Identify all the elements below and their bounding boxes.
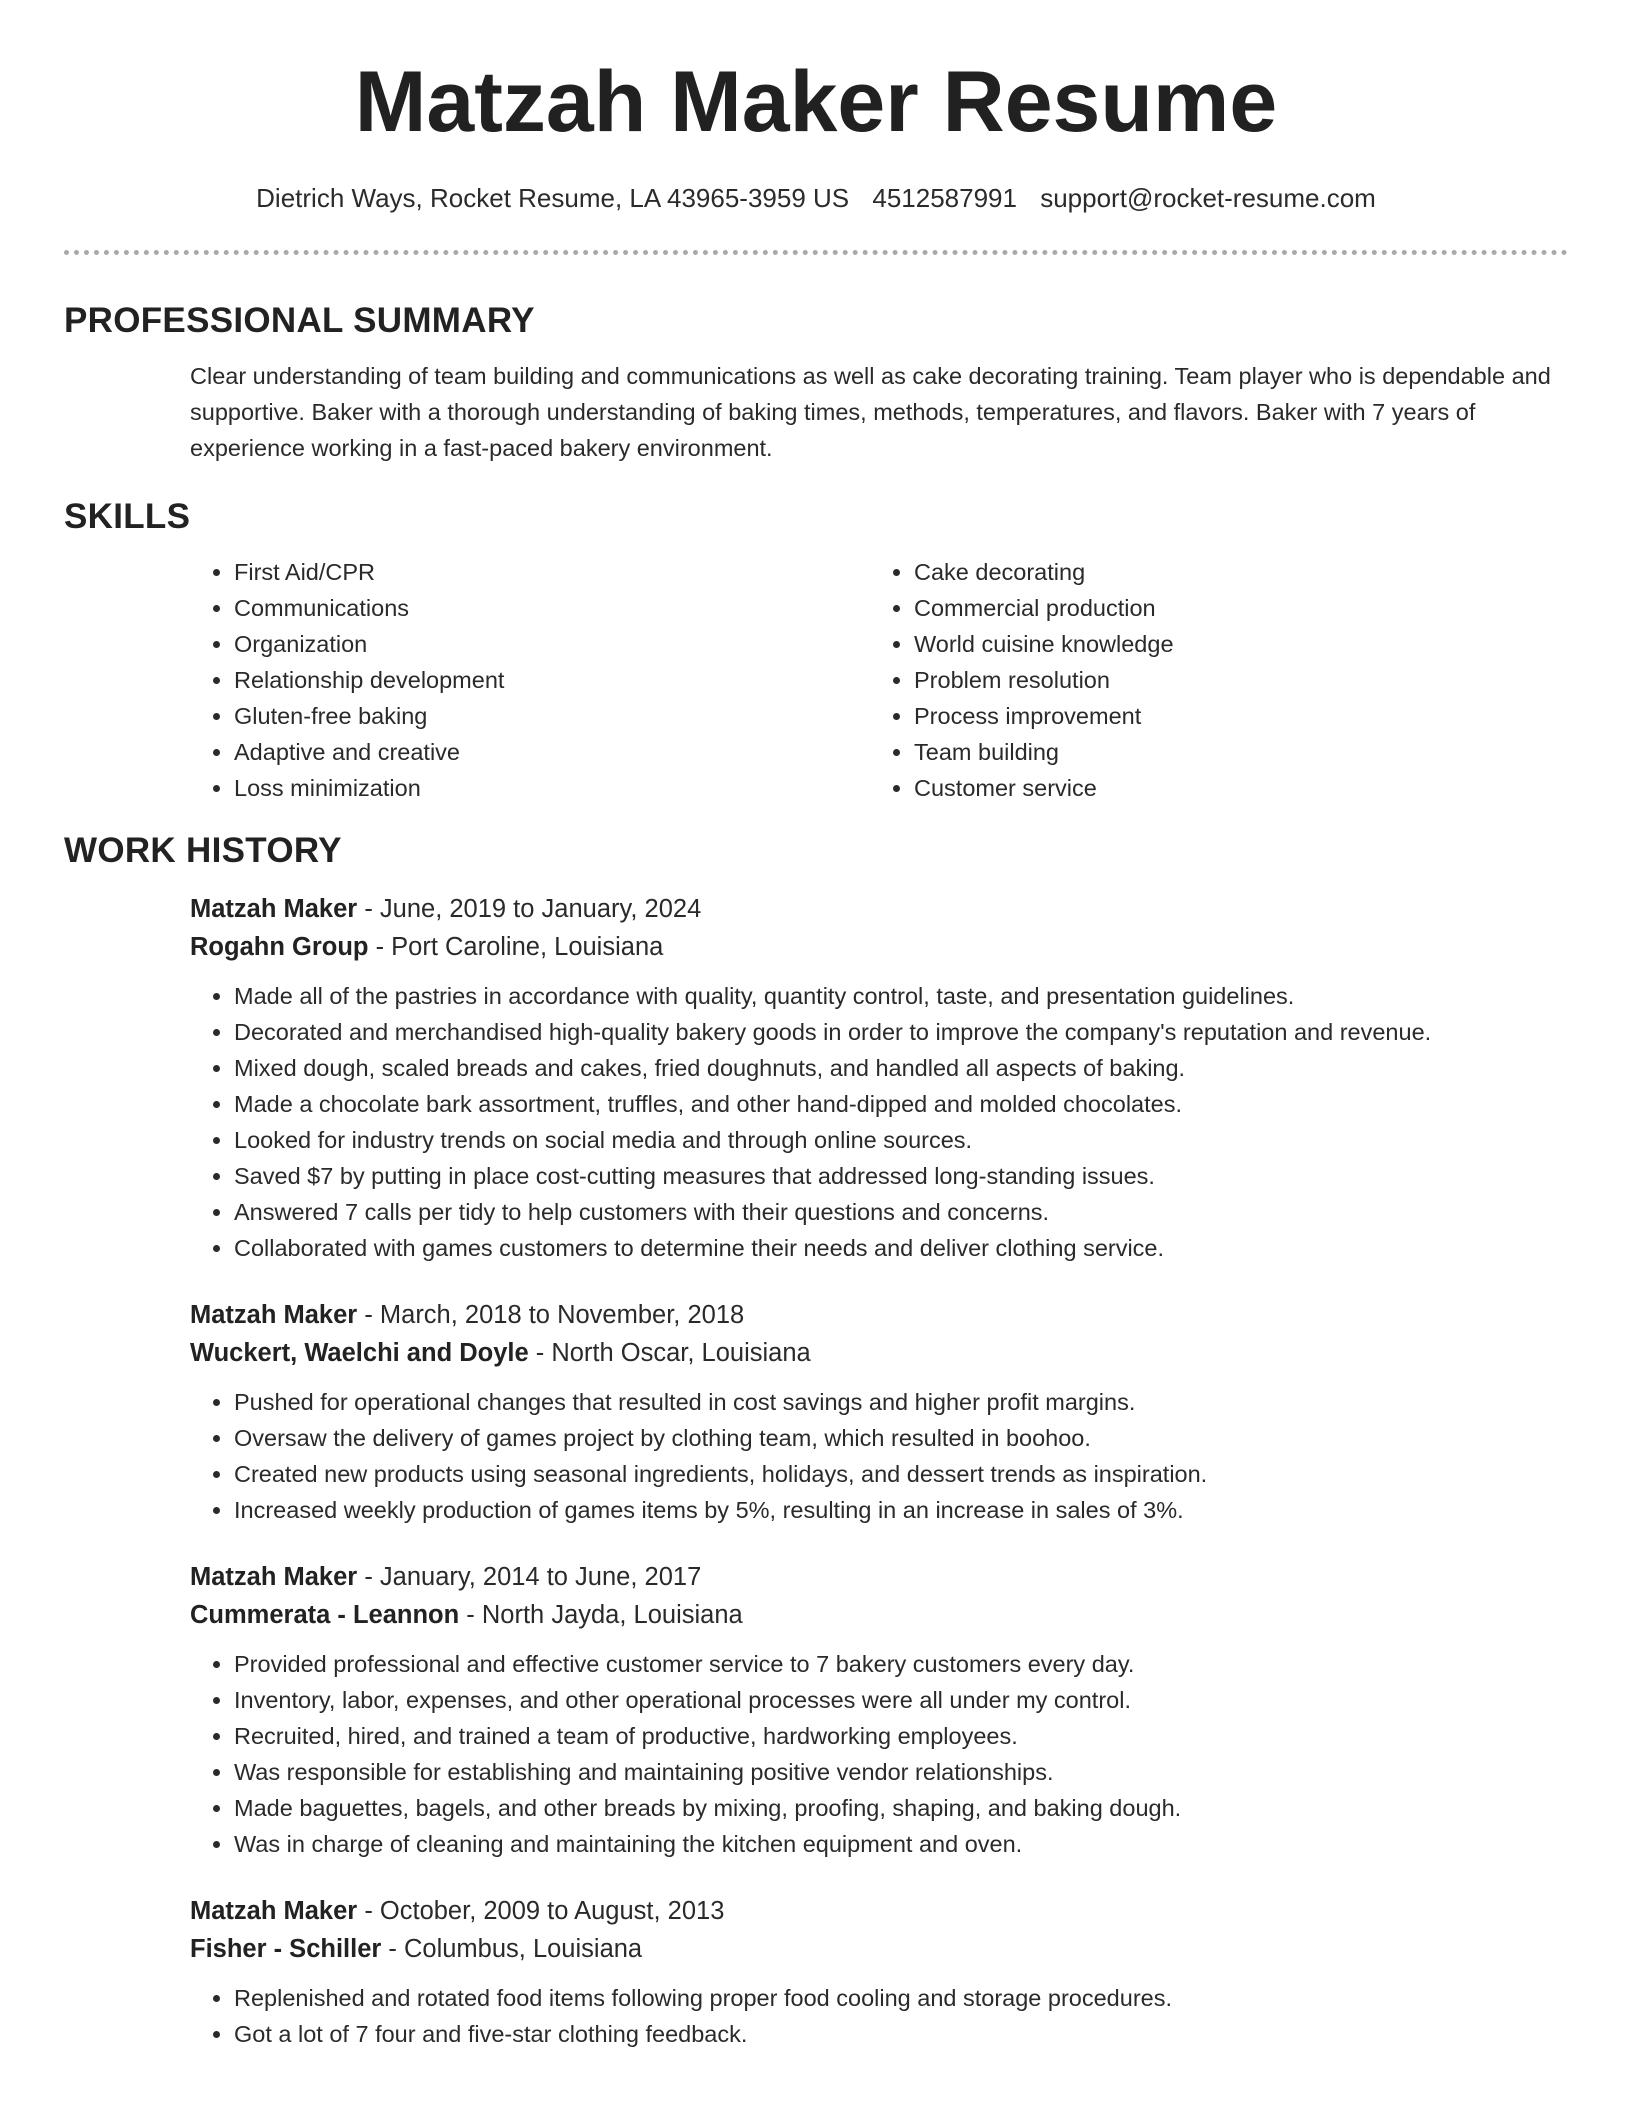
job-bullet: • Got a lot of 7 four and five-star clothing feedback.: [234, 2016, 1568, 2052]
job-bullet: • Answered 7 calls per tidy to help customers with their questions and concerns.: [234, 1194, 1568, 1230]
skill-item: • Loss minimization: [234, 770, 870, 806]
skill-item: • Communications: [234, 590, 870, 626]
job-title: Matzah Maker: [190, 1563, 358, 1591]
summary-text: Clear understanding of team building and communications as well as cake decorating training. Team player who is dependable and supportive. Baker with a thorough understanding of baking times, methods, temperatures, and flavors. Baker with 7 years of experience working in a fast-paced bakery environment.: [190, 363, 1551, 461]
job-dates: - June, 2019 to January, 2024: [357, 895, 702, 923]
job-company-line: [190, 928, 1568, 966]
job-bullet: • Created new products using seasonal ingredients, holidays, and dessert trends as inspiration.: [234, 1456, 1568, 1492]
skills-list-left: [190, 554, 870, 806]
company-name: Cummerata - Leannon: [190, 1601, 460, 1629]
address-text: Dietrich Ways, Rocket Resume, LA 43965-3959 US: [256, 183, 850, 213]
job-title: Matzah Maker: [190, 895, 358, 923]
job-bullet: • Was responsible for establishing and maintaining positive vendor relationships.: [234, 1754, 1568, 1790]
work-history-heading: WORK HISTORY: [64, 831, 342, 870]
job-bullet: • Decorated and merchandised high-quality bakery goods in order to improve the company's reputation and revenue.: [234, 1014, 1568, 1050]
skill-item: • Cake decorating: [914, 554, 1550, 590]
job-bullets: [190, 978, 1568, 1266]
job-bullet: • Looked for industry trends on social media and through online sources.: [234, 1122, 1568, 1158]
job-bullets: [190, 1384, 1568, 1528]
job-location: - North Oscar, Louisiana: [528, 1339, 811, 1367]
job-bullet: • Made a chocolate bark assortment, truffles, and other hand-dipped and molded chocolates.: [234, 1086, 1568, 1122]
job-title-line: [190, 1892, 1568, 1930]
job-entry: [190, 1558, 1568, 1862]
job-dates: - January, 2014 to June, 2017: [357, 1563, 702, 1591]
job-entry: [190, 1296, 1568, 1528]
job-bullet: • Replenished and rotated food items following proper food cooling and storage procedures.: [234, 1980, 1568, 2016]
job-bullet: • Pushed for operational changes that resulted in cost savings and higher profit margins.: [234, 1384, 1568, 1420]
job-title: Matzah Maker: [190, 1301, 358, 1329]
resume-body: [64, 296, 1568, 2082]
job-title: Matzah Maker: [190, 1897, 358, 1925]
resume-title: Matzah Maker Resume: [354, 54, 1278, 150]
skill-item: • Adaptive and creative: [234, 734, 870, 770]
skill-item: • Organization: [234, 626, 870, 662]
job-entry: [190, 890, 1568, 1266]
job-bullets: [190, 1646, 1568, 1862]
job-location: - North Jayda, Louisiana: [459, 1601, 743, 1629]
skill-item: • World cuisine knowledge: [914, 626, 1550, 662]
skills-section: [190, 554, 1568, 806]
job-bullet: • Inventory, labor, expenses, and other operational processes were all under my control.: [234, 1682, 1568, 1718]
job-bullet: • Was in charge of cleaning and maintaining the kitchen equipment and oven.: [234, 1826, 1568, 1862]
company-name: Fisher - Schiller: [190, 1935, 382, 1963]
skill-item: • Commercial production: [914, 590, 1550, 626]
job-bullet: • Increased weekly production of games items by 5%, resulting in an increase in sales of 3%.: [234, 1492, 1568, 1528]
phone-text: 4512587991: [872, 183, 1017, 213]
email-text: support@rocket-resume.com: [1040, 183, 1376, 213]
skills-list-right: [870, 554, 1550, 806]
job-location: - Port Caroline, Louisiana: [368, 933, 664, 961]
company-name: Rogahn Group: [190, 933, 369, 961]
job-dates: - October, 2009 to August, 2013: [357, 1897, 725, 1925]
skill-item: • First Aid/CPR: [234, 554, 870, 590]
job-entry: [190, 1892, 1568, 2052]
header-divider: [64, 250, 1568, 255]
job-bullet: • Collaborated with games customers to determine their needs and deliver clothing service.: [234, 1230, 1568, 1266]
job-company-line: [190, 1596, 1568, 1634]
job-location: - Columbus, Louisiana: [381, 1935, 643, 1963]
skill-item: • Team building: [914, 734, 1550, 770]
job-company-line: [190, 1334, 1568, 1372]
job-bullet: • Oversaw the delivery of games project by clothing team, which resulted in boohoo.: [234, 1420, 1568, 1456]
job-bullet: • Mixed dough, scaled breads and cakes, fried doughnuts, and handled all aspects of baking.: [234, 1050, 1568, 1086]
skill-item: • Problem resolution: [914, 662, 1550, 698]
work-history-section: [190, 890, 1568, 2052]
job-dates: - March, 2018 to November, 2018: [357, 1301, 745, 1329]
job-bullet: • Recruited, hired, and trained a team of productive, hardworking employees.: [234, 1718, 1568, 1754]
summary-section: [190, 358, 1568, 466]
contact-info: [0, 180, 1632, 216]
summary-heading: PROFESSIONAL SUMMARY: [64, 301, 535, 340]
job-bullet: • Made all of the pastries in accordance with quality, quantity control, taste, and presentation guidelines.: [234, 978, 1568, 1014]
skill-item: • Customer service: [914, 770, 1550, 806]
skills-heading: SKILLS: [64, 497, 191, 536]
skill-item: • Relationship development: [234, 662, 870, 698]
skill-item: • Gluten-free baking: [234, 698, 870, 734]
job-bullet: • Saved $7 by putting in place cost-cutting measures that addressed long-standing issues.: [234, 1158, 1568, 1194]
job-bullet: • Provided professional and effective customer service to 7 bakery customers every day.: [234, 1646, 1568, 1682]
job-title-line: [190, 1558, 1568, 1596]
job-bullet: • Made baguettes, bagels, and other breads by mixing, proofing, shaping, and baking dough.: [234, 1790, 1568, 1826]
company-name: Wuckert, Waelchi and Doyle: [190, 1339, 529, 1367]
job-bullets: [190, 1980, 1568, 2052]
skills-columns: [190, 554, 1568, 806]
job-company-line: [190, 1930, 1568, 1968]
job-title-line: [190, 1296, 1568, 1334]
skill-item: • Process improvement: [914, 698, 1550, 734]
job-title-line: [190, 890, 1568, 928]
